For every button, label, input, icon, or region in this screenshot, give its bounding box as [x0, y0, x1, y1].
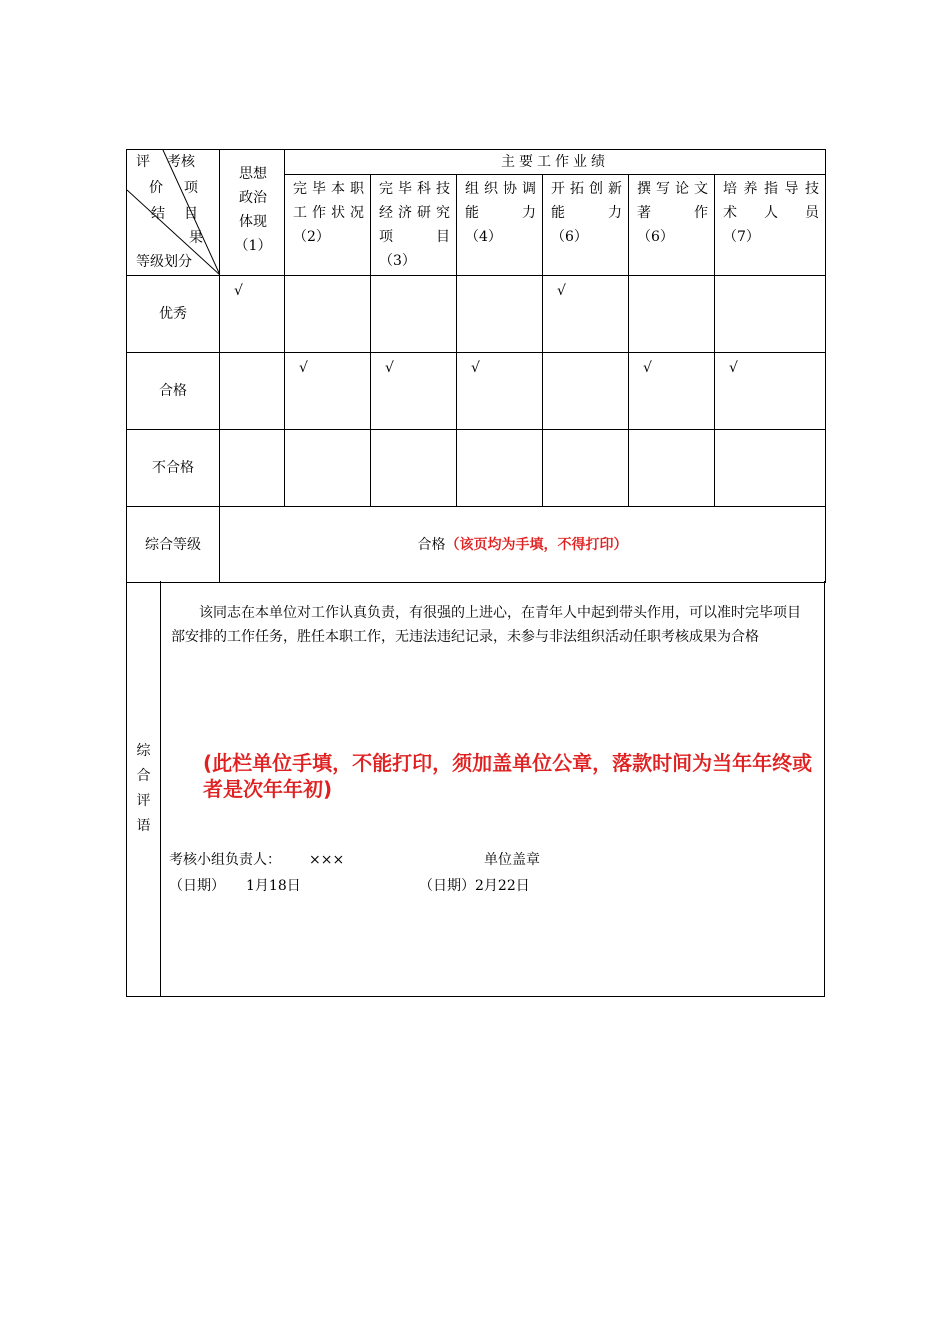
col-header: 开拓创新 能 力 （6） — [543, 175, 629, 276]
col-header: 完毕本职 工作状况 （2） — [285, 175, 371, 276]
grade-cell — [371, 353, 457, 430]
diagonal-header-cell — [127, 150, 220, 276]
diag-text: 果 — [189, 230, 203, 246]
grade-cell — [629, 430, 715, 507]
grade-cell — [457, 276, 543, 353]
grade-cell — [220, 353, 285, 430]
grade-cell — [457, 353, 543, 430]
check-mark: √ — [557, 283, 566, 299]
grade-cell — [543, 353, 629, 430]
col-header: 撰写论文 著 作 （6） — [629, 175, 715, 276]
main-achievements-header: 主要工作业绩 — [285, 150, 826, 175]
grade-cell — [285, 353, 371, 430]
comments-label-char: 合 — [136, 767, 151, 784]
grade-cell — [715, 430, 826, 507]
col-header: 组织协调 能 力 （4） — [457, 175, 543, 276]
grade-cell — [220, 276, 285, 353]
date-one: （日期） 1月18日 — [169, 878, 301, 894]
grade-label-pass: 合格 — [127, 353, 220, 430]
check-mark: √ — [234, 283, 243, 299]
col-political — [220, 150, 285, 276]
signer-name: ××× — [309, 852, 345, 868]
comments-text: 该同志在本单位对工作认真负责，有很强的上进心，在青年人中起到带头作用，可以准时完毕项目部安排的工作任务，胜任本职工作，无违法违纪记录，未参与非法组织活动任职考核成果为合格 — [171, 605, 801, 645]
grade-cell — [285, 430, 371, 507]
grade-cell — [629, 353, 715, 430]
seal-label: 单位盖章 — [484, 852, 540, 868]
col-header: 完毕科技 经济研究 项 目 （3） — [371, 175, 457, 276]
comments-red-note: (此栏单位手填，不能打印，须加盖单位公章，落款时间为当年年终或者是次年年初) — [203, 751, 813, 801]
col-political-line: 思想 — [239, 166, 267, 182]
grade-label-fail: 不合格 — [127, 430, 220, 507]
grade-cell — [285, 276, 371, 353]
grade-cell — [543, 276, 629, 353]
check-mark: √ — [385, 360, 394, 376]
grade-label-excellent: 优秀 — [127, 276, 220, 353]
diag-text: 项 — [184, 180, 198, 196]
grade-cell — [543, 430, 629, 507]
grade-cell — [629, 276, 715, 353]
overall-grade-note: （该页均为手填，不得打印） — [445, 536, 628, 553]
grade-cell — [220, 430, 285, 507]
col-political-line: 政治 — [239, 190, 267, 206]
check-mark: √ — [471, 360, 480, 376]
grade-cell — [371, 430, 457, 507]
comments-label-char: 评 — [136, 792, 151, 809]
check-mark: √ — [643, 360, 652, 376]
diag-text: 结 — [151, 206, 165, 222]
overall-grade-text: 合格 — [417, 536, 446, 553]
comments-section — [126, 581, 825, 997]
comments-label-char: 综 — [136, 742, 151, 759]
signer-label: 考核小组负责人： — [169, 852, 281, 868]
comments-body — [161, 581, 826, 996]
check-mark: √ — [729, 360, 738, 376]
col-political-line: （1） — [234, 238, 272, 254]
check-mark: √ — [299, 360, 308, 376]
col-political-line: 体现 — [239, 214, 267, 230]
overall-grade-label: 综合等级 — [127, 507, 220, 583]
grade-cell — [715, 353, 826, 430]
diag-text: 评 — [136, 154, 150, 170]
diag-text: 考核 — [167, 154, 195, 170]
diag-text: 目 — [184, 206, 198, 222]
col-header: 培养指导技 术 人 员 （7） — [715, 175, 826, 276]
assessment-form — [126, 149, 825, 997]
comments-label-char: 语 — [136, 817, 151, 834]
grade-cell — [371, 276, 457, 353]
grade-cell — [715, 276, 826, 353]
assessment-table — [126, 149, 826, 583]
grade-cell — [457, 430, 543, 507]
diag-text: 价 — [149, 180, 163, 196]
overall-grade-value — [220, 507, 826, 583]
date-two: （日期）2月22日 — [419, 878, 530, 894]
comments-label — [127, 581, 161, 996]
diag-text: 等级划分 — [136, 254, 192, 270]
